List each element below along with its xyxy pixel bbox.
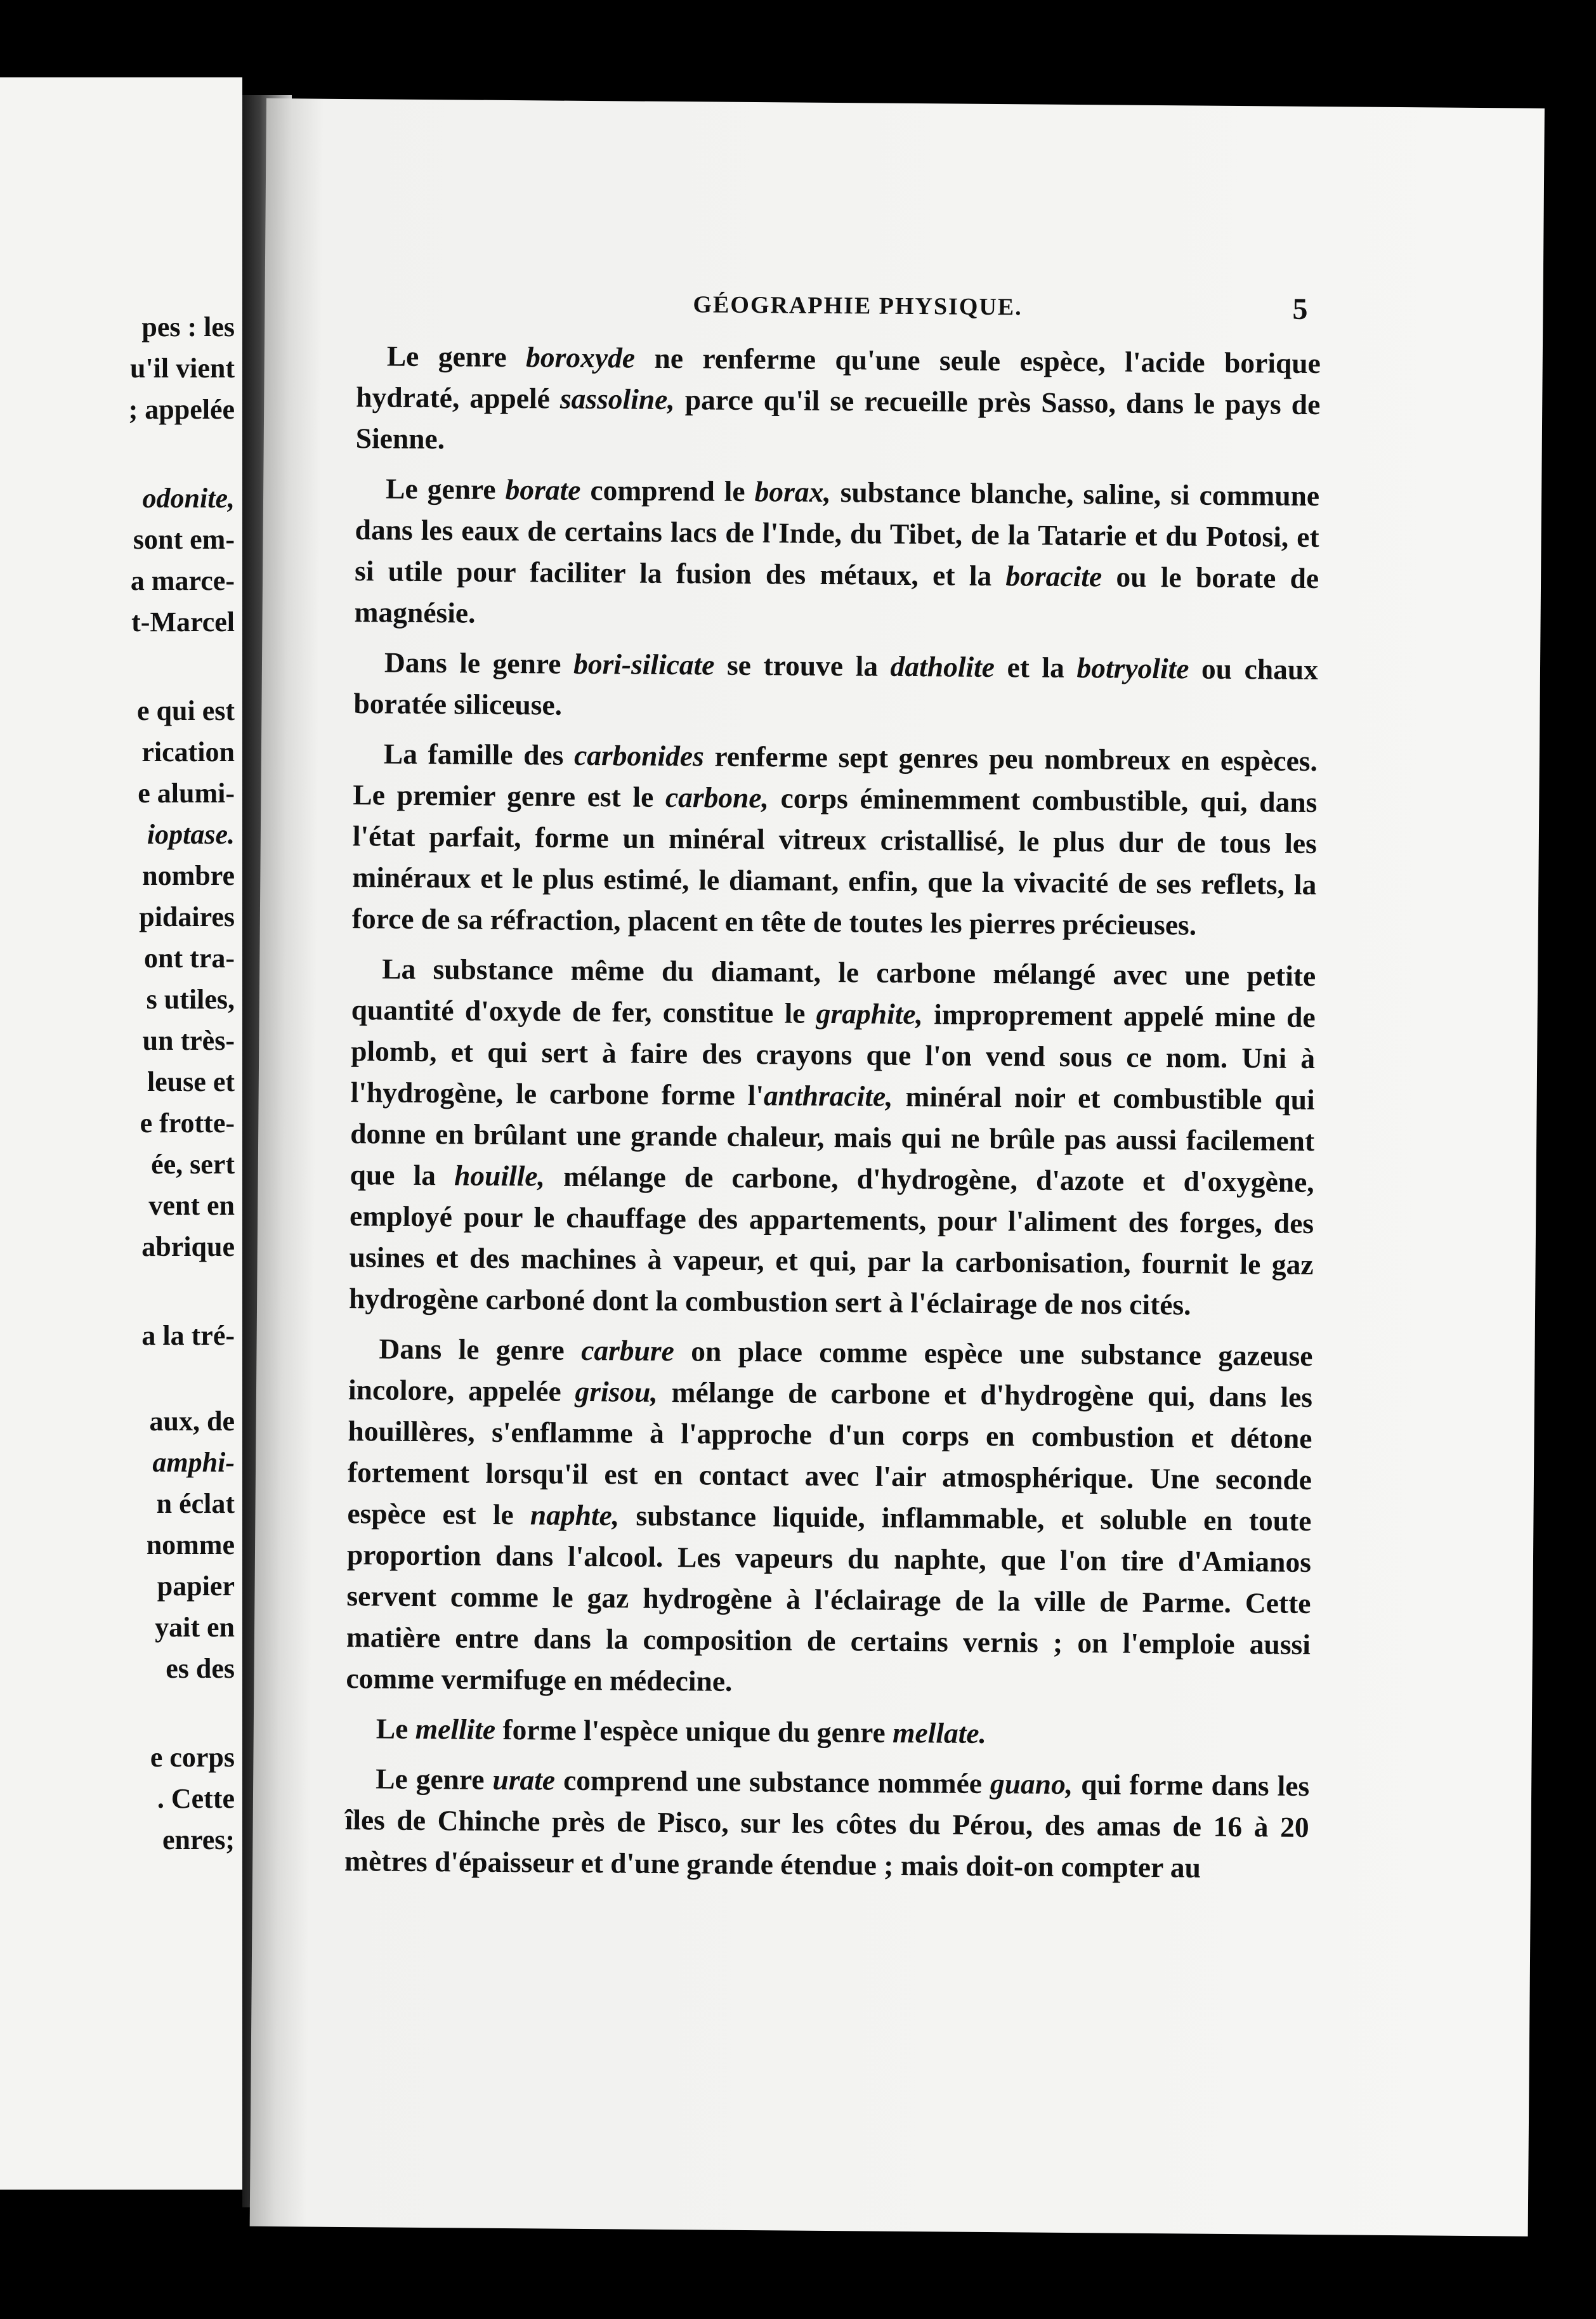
left-page-line: a marce- — [130, 565, 235, 596]
left-page-line: ; appelée — [128, 394, 235, 425]
text-run: substance liquide, inflammable, et soluble en toute proportion dans l'alcool. Les vapeurs du naphte, que l'on tire d'Amianos servent comme le gaz hydrogène à l'éclairage de la ville de Parme. Cette matière entre dans la composition de certains vernis ; on l'emploie aussi comme vermifuge en médecine. — [346, 1499, 1312, 1697]
text-run: forme l'espèce unique du genre — [495, 1713, 893, 1749]
text-run: ou chaux boratée siliceuse. — [353, 652, 1319, 721]
italic-term: borate — [505, 473, 581, 506]
left-page-line: n éclat — [156, 1488, 235, 1519]
italic-term: mellite — [415, 1712, 496, 1746]
text-run: minéral noir et combustible qui donne en brûlant une grande chaleur, mais qui ne brûle pas aussi facilement que la — [350, 1080, 1315, 1192]
left-page-line: s utiles, — [146, 984, 235, 1015]
italic-term: carbure — [581, 1333, 675, 1368]
text-run: La famille des — [383, 737, 575, 771]
running-head — [265, 287, 1534, 326]
text-run: corps éminemment combustible, qui, dans l'état parfait, forme un minéral vitreux cristallisé, le plus dur de tous les minéraux et le plus estimé, le diamant, enfin, que la vivacité de ses reflets, la force de sa réfraction, placent en tête de toutes les pierres précieuses. — [351, 781, 1318, 941]
text-run: ou le borate de magnésie. — [354, 560, 1319, 629]
italic-term: anthracite, — [763, 1079, 893, 1113]
text-run: mélange de carbone, d'hydrogène, d'azote et d'oxygène, employé pour le chauffage des appartements, pour l'aliment des forges, des usines et des machines à vapeur, et qui, par la carbonisation, fournit le gaz hydrogène carboné dont la combustion sert à l'éclairage de nos cités. — [348, 1160, 1314, 1321]
left-page-line: e alumi- — [138, 778, 235, 809]
paragraph — [356, 335, 1321, 466]
italic-term: guano, — [990, 1767, 1073, 1801]
text-run: comprend une substance nommée — [554, 1763, 991, 1800]
left-page-line: un très- — [142, 1025, 235, 1056]
italic-term: borax, — [754, 475, 831, 509]
text-run: qui forme dans les îles de Chinche près de Pisco, sur les côtes du Pérou, des amas de 16 à 20 mètres d'épaisseur et d'une grande étendue ; mais doit-on compter au — [344, 1768, 1310, 1884]
left-page-line: leuse et — [147, 1066, 235, 1097]
text-run: La substance même du diamant, le carbone mélangé avec une petite quantité d'oxyde de fer, constitue le — [351, 952, 1316, 1029]
text-run: comprend le — [580, 473, 755, 508]
left-page-line: . Cette — [157, 1783, 235, 1814]
left-page-line: nombre — [142, 860, 235, 891]
text-run: Le — [376, 1712, 415, 1745]
text-run: ne renferme qu'une seule espèce, l'acide borique hydraté, appelé — [356, 341, 1321, 415]
text-run: parce qu'il se recueille près Sasso, dans le pays de Sienne. — [355, 383, 1321, 455]
left-facing-page — [0, 77, 242, 2190]
text-run: Dans le genre — [384, 646, 574, 680]
left-page-line: es des — [166, 1653, 235, 1684]
italic-term: bori-silicate — [573, 647, 715, 681]
left-page-line: papier — [157, 1571, 235, 1602]
left-page-line: enres; — [162, 1824, 235, 1855]
left-page-line: aux, de — [149, 1406, 235, 1437]
paragraph — [346, 1328, 1313, 1706]
left-page-line: t-Marcel — [131, 606, 235, 637]
left-page-line: amphi- — [152, 1447, 235, 1478]
left-page-line: nomme — [146, 1529, 235, 1560]
left-page-line: odonite, — [142, 483, 235, 514]
left-page-line: vent en — [148, 1190, 235, 1221]
italic-term: graphite, — [816, 996, 924, 1031]
italic-term: datholite — [890, 650, 995, 684]
italic-term: sassoline, — [559, 382, 675, 416]
left-page-line: a la tré- — [141, 1320, 235, 1351]
text-run: se trouve la — [714, 648, 891, 683]
left-page-line: e qui est — [137, 695, 235, 726]
italic-term: naphte, — [530, 1498, 620, 1532]
text-run: substance blanche, saline, si commune dans les eaux de certains lacs de l'Inde, du Tibet, de la Tatarie et du Potosi, et si utile pour faciliter la fusion des métaux, et la — [354, 476, 1320, 592]
left-page-line: pidaires — [139, 901, 235, 932]
running-head-title: GÉOGRAPHIE PHYSIQUE. — [693, 291, 1023, 321]
left-page-line: ioptase. — [147, 819, 235, 850]
text-run: Le genre — [376, 1762, 493, 1796]
page-number: 5 — [1292, 292, 1308, 326]
paragraph — [346, 1708, 1310, 1756]
italic-term: carbonides — [573, 738, 705, 773]
paragraph — [349, 948, 1316, 1326]
left-page-line: sont em- — [133, 524, 235, 555]
left-page-line: e corps — [150, 1742, 235, 1773]
left-page-line: ont tra- — [144, 943, 235, 974]
paragraph — [352, 733, 1318, 946]
text-run: on place comme espèce une substance gazeuse incolore, appelée — [348, 1335, 1313, 1408]
text-run: renferme sept genres peu nombreux en espèces. Le premier genre est le — [353, 740, 1318, 813]
text-run: mélange de carbone et d'hydrogène qui, dans les houillères, s'enflamme à l'approche d'un corps en combustion et détone fortement lorsqu'il est en contact avec l'air atmosphérique. Une seconde espèce est le — [347, 1375, 1313, 1531]
left-page-line: u'il vient — [129, 353, 235, 384]
italic-term: carbone, — [665, 780, 769, 814]
italic-term: urate — [492, 1763, 556, 1796]
italic-term: grisou, — [575, 1375, 658, 1408]
text-run: Le genre — [385, 472, 506, 506]
body-text — [344, 335, 1321, 1898]
italic-term: mellate. — [892, 1716, 987, 1749]
text-run: improprement appelé mine de plomb, et qui sert à faire des crayons que l'on vend sous ce nom. Uni à l'hydrogène, le carbone forme l' — [350, 998, 1316, 1112]
italic-term: boracite — [1005, 559, 1102, 593]
text-run: Le genre — [386, 339, 527, 374]
paragraph — [353, 641, 1318, 731]
italic-term: botryolite — [1076, 651, 1189, 685]
main-page — [250, 98, 1545, 2237]
paragraph — [344, 1758, 1309, 1889]
paragraph — [354, 467, 1319, 640]
left-page-line: abrique — [141, 1231, 235, 1262]
text-run: Dans le genre — [379, 1332, 582, 1366]
italic-term: houille, — [454, 1159, 546, 1192]
left-page-line: yait en — [155, 1612, 235, 1643]
italic-term: boroxyde — [525, 341, 636, 374]
text-run: et la — [994, 651, 1077, 684]
left-page-line: pes : les — [141, 311, 235, 343]
left-page-line: rication — [141, 736, 235, 768]
left-page-line: e frotte- — [140, 1107, 235, 1139]
left-page-line: ée, sert — [151, 1149, 235, 1180]
